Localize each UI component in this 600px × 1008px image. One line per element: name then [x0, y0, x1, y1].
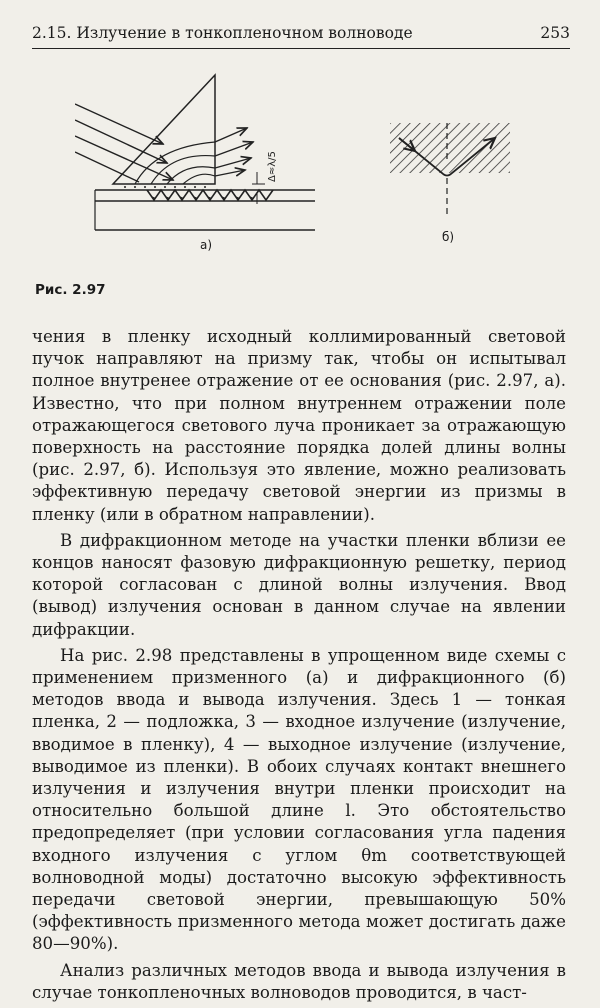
gap-dimension-label: Δ≈λ/5	[267, 151, 278, 182]
paragraph: чения в пленку исходный коллимированный световой пучок направляют на призму так, чтобы он испытывал полное внутренее отражение от ее основания (рис. 2.97, а). Известно, что при полном внутреннем отражении поле отражающегося светового луча проникает за отражающую поверхность на расстояние порядка долей длины волны (рис. 2.97, б). Используя это явление, можно реализовать эффективную передачу световой энергии из призмы в пленку (или в обратном направлении).	[32, 327, 566, 524]
evanescent-field-diagram	[385, 118, 515, 218]
paragraph: В дифракционном методе на участки пленки вблизи ее концов наносят фазовую дифракционную решетку, период которой согласован с длиной волны излучения. Ввод (вывод) излучения основан в данном случае на явлении дифракции.	[32, 530, 566, 639]
body-text	[32, 326, 566, 1008]
page-header	[32, 18, 570, 49]
paragraph: На рис. 2.98 представлены в упрощенном виде схемы с применением призменного (а) и дифракционного (б) методов ввода и вывода излучения. Здесь 1 — тонкая пленка, 2 — подложка, 3 — входное излучение (излучение, вводимое в пленку), 4 — выходное излучение (излучение, выводимое из пленки). В обоих случаях контакт внешнего излучения и излучения внутри пленки происходит на относительно большой длине l. Это обстоятельство предопределяет (при условии согласования угла падения входного излучения с углом θm соответствующей волноводной моды) достаточно высокую эффективность передачи световой энергии, превышающую 50% (эффективность призменного метода может достигать даже 80—90%).	[32, 645, 566, 954]
paragraph: Анализ различных методов ввода и вывода излучения в случае тонкопленочных волноводов проводится, в част-	[32, 960, 566, 1002]
figure-label-b: б)	[442, 230, 455, 244]
figure-2-97	[0, 60, 600, 310]
page-number: 253	[540, 24, 570, 42]
section-title: 2.15. Излучение в тонкопленочном волноводе	[32, 24, 413, 42]
figure-label-a: а)	[200, 238, 213, 252]
figure-caption: Рис. 2.97	[35, 282, 106, 298]
prism-coupler-diagram	[75, 72, 325, 242]
